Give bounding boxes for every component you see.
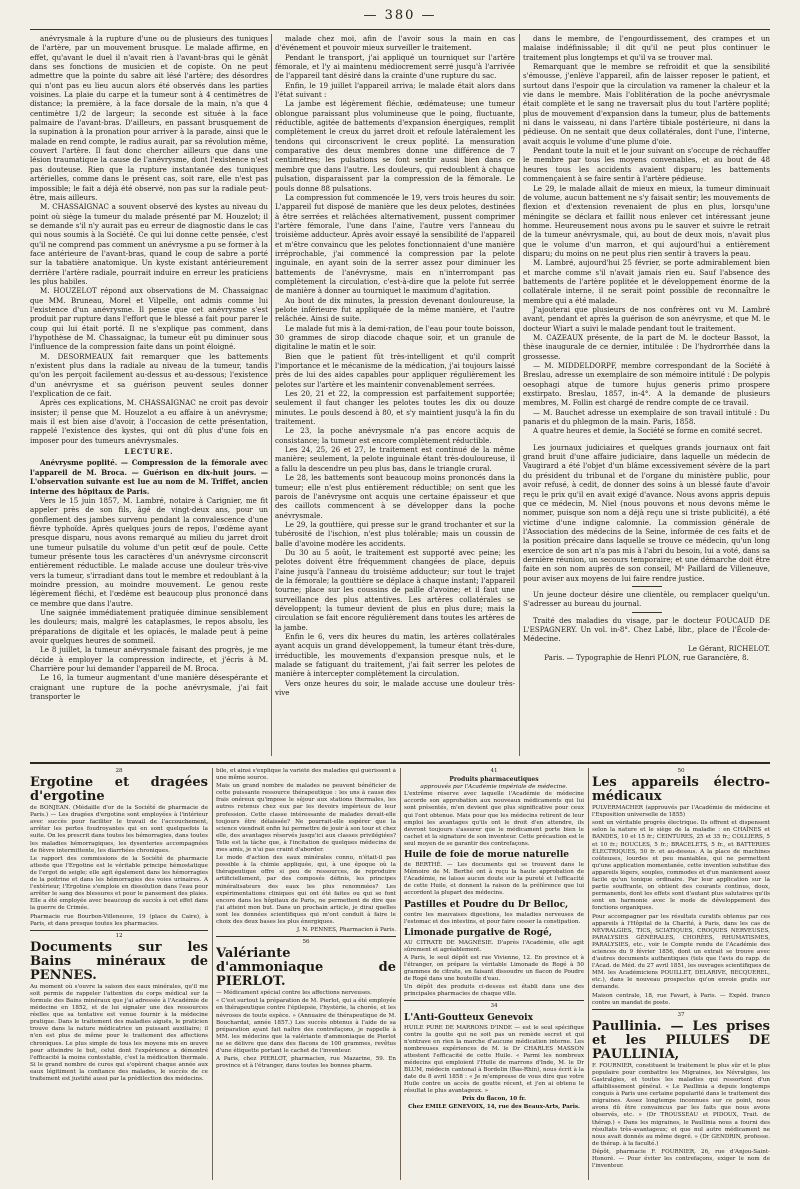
advert-heading: Huile de foie de morue naturelle — [404, 850, 569, 861]
paragraph: Bien que le patient fût très-intelligent et qu'il comprît l'importance et le mécanisme de la médication, j'ai toujours laissé près de lui des aides capables pour appliquer régulièrement les pelotes sur l'artère et les maintenir convenablement serrées. — [275, 351, 515, 389]
advert-heading: L'Anti-Goutteux Genevoix — [404, 1012, 533, 1023]
column-divider — [212, 768, 213, 1180]
section-heading: LECTURE. — [124, 447, 174, 457]
advert-subtitle: approuvés par l'Académie impériale de médecine. — [420, 784, 568, 791]
paragraph: La jambe est légèrement fléchie, œdémateuse; une tumeur oblongue paraissant plus volumineuse que le poing, fluctuante, réductible, agitée de battements d'expansion énergiques, remplit complètement le creux du jarret droit et refoule latéralement les tendons qui circonscrivent le creux poplité. La mensuration comparative des deux membres donne une différence de 7 centimètres; les pulsations se font sentir aussi bien dans ce membre que dans l'autre. Les douleurs, qui redoublent à chaque pulsation, disparaissent par la compression de la fémorale. Le pouls donne 88 pulsations. — [275, 99, 515, 193]
advert-heading: Ergotine et dragées d'ergotine — [30, 775, 208, 805]
paragraph: Enfin le 6, vers dix heures du matin, les artères collatérales ayant acquis un grand développement, la tumeur étant très-dure, irréductible, les mouvements d'expansion presque nuls, et le malade se fatiguant du traitement, j'ai fait serrer les pelotes de manière à intercepter complètement la circulation. — [275, 632, 515, 679]
paragraph: Au bout de dix minutes, la pression devenant douloureuse, la pelote inférieure fut appliquée de la même manière, et l'autre relâchée. Ainsi de suite. — [275, 295, 515, 324]
advert-text: contre les mauvaises digestions, les maladies nerveuses de l'estomac et des intestins, et pour faire cesser la constipation. — [404, 911, 584, 925]
advert-text: Au moment où s'ouvre la saison des eaux minérales, qu'il me soit permis de rappeler l'attention du corps médical sur la formule des Bains minéraux que j'ai adressée à l'Académie de médecine en 1852, et de lui signaler une des ressources réelles que sa tentative est venue fournir à la médecine pratique. Dans le traitement des maladies aiguës, le praticien trouve dans la nature médicatrice un puissant auxiliaire; il n'en est plus de même pour le traitement des affections chroniques. Le plus simple de tous les moyens mis en œuvre pour atteindre le but, celui dont l'expérience a démontré l'efficacité la moins contestable, c'est la médication thermale. Si le grand nombre de cures qui s'opèrent chaque année aux eaux légitiment la confiance des malades, le succès de ce traitement est justifié aussi par la prédilection des médecins. — [30, 983, 208, 1082]
advert-price: Prix du flacon, 10 fr. — [462, 1096, 526, 1103]
advert-divider — [404, 1000, 584, 1001]
paragraph: Pendant le transport, j'ai appliqué un tourniquet sur l'artère fémorale, et l'y ai maintenu médiocrement serré jusqu'à l'arrivée de l'appareil tant désiré dans la crainte d'une rupture du sac. — [275, 52, 515, 81]
paragraph: Le 29, la gouttière, qui presse sur le grand trochanter et sur la tubérosité de l'ischion, n'est plus tolérable; mais un coussin de balle d'avoine modère les accidents. — [275, 519, 515, 548]
article-column-1 — [30, 34, 268, 756]
article-column-3 — [523, 34, 770, 756]
advert-number: 28 — [115, 768, 123, 774]
book-notice: Traité des maladies du visage, par le docteur FOUCAUD DE L'ESPAGNERY. Un vol. in-8°. Chez Labé, libr., place de l'École-de-Médecine. — [523, 615, 770, 644]
advert-text: Le rapport des commissions de la Société de pharmacie atteste que l'Ergotine est le véritable principe hémostatique de l'ergot de seigle; elle agit également dans les hémorragies de la poitrine et dans les hémorragies des voies urinaires. A l'extérieur, l'Ergotine s'emploie en dissolution dans l'eau pour arrêter le sang des blessures et pour le pansement des plaies. Elle a été employée avec beaucoup de succès à cet effet dans la guerre de Crimée. — [30, 855, 208, 912]
separator — [632, 612, 662, 613]
advert-column-3 — [404, 768, 584, 1180]
advert-address: A Paris, chez PIERLOT, pharmacien, rue Mazarine, 59. En province et à l'étranger, dans toutes les bonnes pharm. — [216, 1056, 396, 1070]
paragraph: Le 8 juillet, la tumeur anévrysmale faisant des progrès, je me décide à employer la compression indirecte, et j'écris à M. Charrière pour lui demander l'appareil de M. Broca. — [30, 645, 268, 674]
paragraph: — M. MIDDELDORPF, membre correspondant de la Société à Breslau, adresse un exemplaire de son mémoire intitulé : De polypis oesophagi atque de tumore hujus generis primo prospere exstirpato. Breslau, 1857, in-4°. A la demande de plusieurs membres, M. Follin est chargé de rendre compte de ce travail. — [523, 361, 770, 408]
advert-heading: Documents sur les Bains minéraux de PENNES. — [30, 939, 208, 983]
advert-text: de BERTHÉ. — Les documents qui se trouvent dans le Mémoire de M. Berthé ont à reçu la haute approbation de l'Académie, ne laisse aucun doute sur la pureté et l'efficacité de cette Huile, et donnent la raison de la préférence que lui accordent la plupart des médecins. — [404, 862, 584, 897]
paragraph: M. Lambré, aujourd'hui 25 février, se porte admirablement bien et marche comme s'il n'avait jamais rien eu. Sauf l'absence des battements de l'artère poplitée et le développement énorme de la collatérale interne, il ne serait point possible de reconnaître le membre qui a été malade. — [523, 258, 770, 305]
paragraph: Le 23, la poche anévrysmale n'a pas encore acquis de consistance; la tumeur est encore complètement réductible. — [275, 426, 515, 445]
separator — [632, 439, 662, 440]
advert-rule — [30, 762, 770, 764]
paragraph: Une saignée immédiatement pratiquée diminue sensiblement les douleurs; mais, malgré les cataplasmes, le repos absolu, les préparations de digitale et les opiacés, le malade peut à peine avoir quelques heures de sommeil. — [30, 607, 268, 645]
advert-address: Pharmacie rue Bourbon-Villeneuve, 19 (place du Caire), à Paris, et dans presque toutes les pharmacies. — [30, 913, 208, 927]
paragraph: malade chez moi, afin de l'avoir sous la main en cas d'événement et pouvoir mieux surveiller le traitement. — [275, 34, 515, 53]
paragraph: Après ces explications, M. CHASSAIGNAC ne croit pas devoir insister; il pense que M. Houzelot a eu affaire à un anévrysme; mais il est bien aise d'avoir, à l'occasion de cette présentation, rappelé l'existence des kystes, qui ont dû plus d'une fois en imposer pour des tumeurs anévrysmales. — [30, 398, 268, 445]
paragraph: La compression fut commencée le 19, vers trois heures du soir. L'appareil fut disposé de manière que les deux pelotes, destinées à être serrées et relâchées alternativement, pussent comprimer l'artère fémorale, l'une dans l'aine, l'autre vers l'anneau du troisième adducteur. Après avoir essayé la sensibilité de l'appareil et m'être convaincu que les pelotes fonctionnaient d'une manière irréprochable, j'ai commencé la compression par la pelote inguinale, en ayant soin de la serrer assez pour diminuer les battements de l'anévrysme, mais en n'interrompant pas complètement la circulation, c'est-à-dire que la pelote fut serrée de manière à donner au tourniquet le maximum d'agitation. — [275, 192, 515, 296]
paragraph: — M. Bauchet adresse un exemplaire de son travail intitulé : Du panaris et du phlegmon de la main. Paris, 1858. — [523, 407, 770, 427]
advert-column-2 — [216, 768, 396, 1180]
article-column-2 — [275, 34, 515, 756]
column-divider — [400, 768, 401, 1180]
paragraph: Vers le 15 juin 1857, M. Lambré, notaire à Carignier, me fit appeler près de son fils, âgé de vingt-deux ans, pour un gonflement des jambes survenu pendant la convalescence d'une fièvre typhoïde. Après quelques jours de repos, l'œdème ayant presque disparu, nous avons remarqué au milieu du jarret droit une tumeur pulsatile du volume d'un petit œuf de poule. Cette tumeur présente tous les caractères d'un anévrysme circonscrit entièrement réductible. Le malade accuse une douleur très-vive vers la tumeur, s'irradiant dans tout le membre et redoublant à la moindre pression, au moindre mouvement. Le genou reste légèrement fléchi, et l'œdème est beaucoup plus prononcé dans ce membre que dans l'autre. — [30, 495, 268, 608]
paragraph: Enfin, le 19 juillet l'appareil arriva; le malade était alors dans l'état suivant : — [275, 80, 515, 100]
paragraph: Les 20, 21 et 22, la compression est parfaitement supportée; seulement il faut changer les pelotes toutes les dix ou douze minutes. Le pouls descend à 80, et s'y maintient jusqu'à la fin du traitement. — [275, 389, 515, 427]
advert-number: 12 — [115, 932, 123, 939]
paragraph: M. CHASSAIGNAC a souvent observé des kystes au niveau du point où siège la tumeur du malade présenté par M. Houzelot; il se demande s'il n'y aurait pas eu erreur de diagnostic dans le cas qui nous soumis à la Société. Ce qui lui donne cette pensée, c'est qu'il ne comprend pas comment un anévrysme a pu se former à la face antérieure de l'avant-bras, quand le coup de sabre a porté sur la tabatière anatomique. Un kyste existant antérieurement derrière l'artère radiale, pourrait induire en erreur les praticiens les plus habiles. — [30, 202, 268, 286]
paragraph: Les journaux judiciaires et quelques grands journaux ont fait grand bruit d'une affaire judiciaire, dans laquelle un médecin de Vaugirard a été l'objet d'un blâme excessivement sévère de la part du président du tribunal et de l'organe du ministère public, pour avoir refusé, à cedit, de donner des soins à un blessé faute d'avoir reçu le prix qu'il en avait exigé d'avance. Nous avons appris depuis que ce médecin, M. Niel (nous pouvons et nous devons même le nommer, puisque son nom a déjà reçu une si triste publicité), a été victime d'une indigne calomnie. La commission générale de l'Association des médecins de la Seine, informée de ces faits et de la position précaire dans laquelle se trouve ce médecin, qu'un long exercice de son art n'a pas mis à l'abri du besoin, lui a voté, dans sa dernière réunion, un secours temporaire; et une démarche doit être faite en son nom auprès de son conseil, Mᵉ Paillard de Villeneuve, pour aviser aux moyens de lui faire rendre justice. — [523, 442, 770, 583]
advert-subtitle: PULVERMACHER (approuvés par l'Académie de médecine et l'Exposition universelle de 1855) — [592, 805, 770, 819]
paragraph: Les 24, 25, 26 et 27, le traitement est continué de la même manière; seulement, la pelote inguinale étant très-douloureuse, il a fallu la descendre un peu plus bas, dans le triangle crural. — [275, 445, 515, 473]
paragraph: M. HOUZELOT répond aux observations de M. Chassaignac que MM. Bruneau, Morel et Vilpelle, ont admis comme lui l'existence d'un anévrysme. Il pense que cet anévrysme s'est produit par rupture dans l'effort que le blessé a fait pour parer le coup qui lui était porté. Il ne s'explique pas comment, dans l'hypothèse de M. Chassaignac, la tumeur eût pu diminuer sous l'influence de la compression faite dans un point éloigné. — [30, 286, 268, 352]
notice: Un jeune docteur désire une clientèle, ou remplacer quelqu'un. S'adresser au bureau du journal. — [523, 589, 770, 609]
advert-signature: J. N. PENNES, Pharmacien à Paris. — [296, 927, 396, 934]
advert-number: 56 — [302, 939, 310, 946]
paragraph: A quatre heures et demie, la Société se forme en comité secret. — [533, 426, 763, 436]
column-divider — [588, 768, 589, 1180]
advert-address: Maison centrale, 18, rue Favart, à Paris. — Expéd. franco contre un mandat de poste. — [592, 992, 770, 1006]
advert-text: F. FOURNIER, constituent le traitement le plus sûr et le plus populaire pour combattre les Migraines, les Névralgies, les Gastralgies, et toutes les maladies qui ressortent d'un affaiblissement général. « Le Paullinia a depuis longtemps conquis à Paris une certaine popularité dans le traitement des migraines. Assez longtemps inconnues sur ce point, nous avons dû être convaincus par les faits que nous avons observés, etc. » (Dr TROUSSEAU et PIDOUX, Trait. de thérap.) « Dans les migraines, le Paullinia nous a fourni des résultats très-avantageux; et que nul autre médicament ne nous avait donnés au même degré. » (Dr GENDRIN, professe. de thérap. à la faculté.) — [592, 1062, 770, 1147]
advert-divider — [216, 936, 396, 937]
advert-divider — [30, 930, 208, 931]
advert-number: 37 — [677, 1011, 685, 1018]
advert-heading: Valériante d'ammoniaque de PIERLOT. — [216, 946, 396, 990]
advert-address: Dépôt, pharmacie F. FOURNIER, 26, rue d'Anjou-Saint-Honoré. — Pour éviter les contrefaçons, exiger le nom de l'inventeur. — [592, 1148, 770, 1170]
lecture-title: Anévrysme poplité. — Compression de la fémorale avec l'appareil de M. Broca. — Guérison en dix-huit jours. — L'observation suivante est lue au nom de M. Triffet, ancien interne des hôpitaux de Paris. — [30, 458, 268, 496]
paragraph: Le malade fut mis à la demi-ration, de l'eau pour toute boisson, 30 grammes de sirop diacode chaque soir, et un granule de digitaline le matin et le soir. — [275, 323, 515, 352]
page-number: — 380 — — [363, 8, 437, 23]
paragraph: M. CAZEAUX présente, de la part de M. le docteur Bassot, la thèse inaugurale de ce dernier, intitulée : De l'hydrorrhée dans la grossesse. — [523, 333, 770, 361]
advert-heading: Les appareils électro-médicaux — [592, 775, 770, 805]
advert-address: Chez EMILE GENEVOIX, 14, rue des Beaux-Arts, Paris. — [408, 1103, 580, 1110]
advertisements — [30, 768, 770, 1180]
advert-heading: Limonade purgative de Rogé, — [404, 927, 552, 938]
advert-number: 34 — [490, 1003, 498, 1010]
advert-text: de BONJEAN. (Médaille d'or de la Société de pharmacie de Paris.) — Les dragées d'ergotine sont employées à l'intérieur avec succès pour faciliter le travail de l'accouchement, arrêter les pertes foudroyantes qui en sont quelquefois la suite. On les prescrit dans toutes les hémorragies, dans toutes les maladies hémorragiques, les dysenteries accompagnées de fièvre intermittente, les diarrhées chroniques. — [30, 805, 208, 854]
paragraph: J'ajouterai que plusieurs de nos confrères ont vu M. Lambré avant, pendant et après la guérison de son anévrysme, et que M. le docteur Wiart a suivi le malade pendant tout le traitement. — [523, 304, 770, 333]
column-divider — [519, 34, 520, 756]
paragraph: Le 29, le malade allait de mieux en mieux, la tumeur diminuait de volume, aucun battement ne s'y faisait sentir; les mouvements de flexion et d'extension revenaient de plus en plus, lorsqu'une méningite se déclara et faillit nous enlever cet intéressant jeune homme. Heureusement nous avons pu le sauver et suivre le retrait de la tumeur anévrysmale, qui, au bout de deux mois, n'avait plus que le volume d'un marron, et qui aujourd'hui a entièrement disparu; du moins on ne peut plus rien sentir à travers la peau. — [523, 183, 770, 258]
paragraph: Vers onze heures du soir, le malade accuse une douleur très-vive — [275, 678, 515, 698]
advert-column-4 — [592, 768, 770, 1180]
advert-text: A Paris, le seul dépôt est rue Vivienne, 12. En province et à l'étranger, on prépare la véritable Limonade de Rogé à 50 grammes de citrate, en faisant dissoudre un flacon de Poudre de Rogé dans une bouteille d'eau. — [404, 954, 584, 983]
printer-line: Paris. — Typographie de Henri PLON, rue Garancière, 8. — [544, 653, 749, 662]
advert-text: « C'est surtout la préparation de M. Pierlot, qui a été employée en thérapeutique contre l'épilepsie, l'hystérie, la chorée, et les névroses de toute espèce. » (Annuaire de thérapeutique de M. Bouchardat, année 1857.) Les succès obtenus à l'aide de sa préparation ayant fait naître des contrefaçons, je rappelle à MM. les médecins que la valériante d'ammoniaque de Pierlot ne se délivre que dans des flacons de 100 grammes, revêtus d'une étiquette portant le cachet de l'inventeur. — [216, 998, 396, 1054]
advert-text: HUILE PURE DE MARRONS D'INDE — est le seul spécifique contre la goutte qui ne soit pas un remède secret et qui n'entrave en rien la marche d'aucune médication interne. Les nombreuses expériences de M. le Dr CHARLES MASSON attestent l'efficacité de cette Huile. « Parmi les nombreux médecins qui emploient l'Huile de marrons d'Inde, M. le Dr BLUM, médecin cantonal à Bordelin (Bas-Rhin), nous écrit à la date du 8 avril 1858 : « Je m'empresse de vous dire que votre Huile contre un accès de goutte récent, et j'en ai obtenu le résultat le plus avantageux. » — [404, 1024, 584, 1095]
paragraph: Le 16, la tumeur augmentant d'une manière désespérante et craignant une rupture de la poche anévrysmale, j'ai fait transporter le — [30, 673, 268, 702]
paragraph: Remarquant que le membre se refroidit et que la sensibilité s'émousse, j'enlève l'appareil, afin de laisser reposer le patient, et surtout dans l'espoir que la circulation va ramener la chaleur et la vie dans le membre. Mais l'oblitération de la poche anévrysmale était complète et le sang ne traversait plus du tout l'artère poplité; plus de mouvement d'expansion dans la tumeur, plus de battements ni dans le vaisseau, ni dans l'artère tibiale postérieure, ni dans la pédieuse. On ne sentait que deux collatérales, dont l'une, l'interne, avait acquis le volume d'une plume d'oie. — [523, 62, 770, 146]
column-divider — [271, 34, 272, 756]
advert-text: Le mode d'action des eaux minérales connu, n'était-il pas possible à la chimie appliquée, qui, à une époque où la thérapeutique offre si peu de ressources, de reproduire artificiellement, par des composés définis, les principes minéralisateurs des eaux les plus renommées? Les expérimentations cliniques qui ont été faites ou qui se font encore dans les hôpitaux de Paris, ne permettent de dire que j'ai atteint mon but. Dans un prochain article, je dirai quelles sont les données scientifiques qui m'ont conduit à faire le choix des deux bases les plus énergiques. — [216, 855, 396, 925]
paragraph: Pendant toute la nuit et le jour suivant on s'occupe de réchauffer le membre par tous les moyens convenables, et au bout de 48 heures tous les accidents avaient disparu; les battements commençaient à se faire sentir à l'artère pédieuse. — [523, 146, 770, 184]
advert-text: sont un véritable progrès électrique. Ils offrent et dispensent selon la nature et le siège de la maladie : en CHAÎNES et BANDES, 10 et 15 fr.; CEINTURES, 25 et 35 fr.; COLLIERS, 5 et 10 fr.; BOUCLES, 5 fr.; BRACELETS, 5 fr., et BATTERIES ÉLECTRIQUES, 50 fr. et au-dessus. A la place de machines coûteuses, lourdes et peu maniables, qui ne permettent qu'une application momentanée, cette invention substitue des appareils légers, souples, commodes et d'un maniement assez facile qu'un tonique ordinaire. Par leur application sur la partie souffrante, on obtient des courants continus, doux, permanents, dont les effets sont d'autant plus salutaires qu'ils sont en harmonie avec le mode de développement des fonctions organiques. — [592, 820, 770, 912]
separator — [632, 586, 662, 587]
advert-heading: Pastilles et Poudre du Dr Belloc, — [404, 899, 569, 910]
paragraph: dans le membre, de l'engourdissement, des crampes et un malaise indéfinissable; il dit qu'il ne peut plus continuer le traitement plus longtemps et qu'il va se trouver mal. — [523, 34, 770, 62]
gerant-signature: Le Gérant, RICHELOT. — [688, 643, 770, 653]
advert-number: 50 — [677, 768, 685, 774]
paragraph: M. DESORMEAUX fait remarquer que les battements n'existent plus dans la radiale au niveau de la tumeur, tandis qu'on les perçoit facilement au-dessus et au-dessous; l'existence d'un anévrysme et sa guérison peuvent seules donner l'explication de ce fait. — [30, 351, 268, 399]
advert-heading: Paullinia. — Les prises et les PILULES DE PAULLINIA, — [592, 1018, 770, 1062]
top-rule — [30, 29, 770, 30]
advert-column-1 — [30, 768, 208, 1180]
advert-text: bile, et ainsi s'explique la variété des maladies qui guérissent à une même source. — [216, 768, 396, 782]
advert-text: Mais un grand nombre de malades ne peuvent bénéficier de cette puissante ressource thérapeutique : les uns à cause des frais onéreux qu'impose le séjour aux stations thermales, les autres retenus chez eux par les devoirs impérieux de leur profession. Cette classe intéressante de malades devait-elle toujours être délaissée? Ne pourrait-elle espérer que la science viendrait enfin lui permettre de jouir à son tour et chez elle, des avantages réservés jusqu'ici aux classes privilégiées? Telle est la tâche que, à l'incitation de quelques médecins de mes amis, je n'ai pas craint d'aborder. — [216, 783, 396, 854]
advert-text: Un dépôt des produits ci-dessus est établi dans une des principales pharmacies de chaque ville. — [404, 984, 584, 998]
paragraph: Du 30 au 5 août, le traitement est supporté avec peine; les pelotes doivent être fréquemment changées de place, depuis l'aine jusqu'à l'anneau du troisième adducteur; sur tout le trajet de la fémorale; la gouttière se déplace à chaque instant; l'appareil tourne; place sur les coussins de paille d'avoine; et il faut une surveillance des plus attentives. Les artères collatérales se développent; la tumeur devient de plus en plus dure; mais la circulation se fait encore régulièrement dans toutes les artères de la jambe. — [275, 547, 515, 632]
advert-section: Produits pharmaceutiques — [449, 776, 539, 784]
advert-divider — [592, 1009, 770, 1010]
advert-text: L'extrême réserve avec laquelle l'Académie de médecine accorde son approbation aux nouveaux médicaments qui lui sont présentés, m'en devient que plus significative pour ceux qui l'ont obtenue. Mais pour que les médecins retirent de leur emploi les avantages qu'ils ont le droit d'en attendre, ils devront toujours s'assurer que le médicament porte bien le cachet et la signature de son inventeur. Cette précaution est le seul moyen de se garantir des contrefaçons. — [404, 791, 584, 847]
paragraph: Le 28, les battements sont beaucoup moins prononcés dans la tumeur; elle n'est plus entièrement réductible; on sent que les parois de l'anévrysme ont acquis une certaine épaisseur et que des caillots commencent à se développer dans la poche anévrysmale. — [275, 473, 515, 520]
advert-text: AU CITRATE DE MAGNÉSIE. D'après l'Académie, elle agit sûrement et agréablement. — [404, 939, 584, 953]
advert-subtitle: — Médicament spécial contre les affections nerveuses. — [216, 990, 372, 997]
advert-number: 41 — [490, 768, 498, 774]
advert-text: Pour accompagner par les résultats curatifs obtenus par ces appareils à l'Hôpital de la Charité, à Paris, dans les cas de NÉVRALGIES, TICS, SCIATIQUES, CROQUES NERVEUSES, PARALYSIES GÉNÉRALES, CHORÉES, RHUMATISMES, PARALYSIES, etc., voir le Compte rendu de l'Académie des sciences du 9 février 1856, dont un extrait se trouve avec d'autres documents authentiques (tels que l'avis du rapp. de l'Acad. de Méd. du 27 avril 1851, les ouvrages scientifiques de MM. les Académiciens POUILLET, DELARIVE, BECQUEREL, etc.), dans le nouveau prospectus qu'on envoie gratis sur demande. — [592, 913, 770, 991]
paragraph: anévrysmale à la rupture d'une ou de plusieurs des tuniques de l'artère, par un mouvement brusque. Le malade affirme, en effet, qu'avant le duel il n'avait rien à l'avant-bras qui le gênât dans ses fonctions de musicien et de copiste. On ne peut admettre que la pointe du sabre ait lésé l'artère; des désordres qui n'ont pas eu lieu aucun alors été observés dans les parties voisines. La plaie du carpe et la tumeur sont à 4 centimètres de distance; la première, à la face dorsale de la main, n'a que 4 centimètre 1/2 de largeur; la seconde est située à la face palmaire de l'avant-bras. D'ailleurs, en passant brusquement de la supination à la pronation pour arriver à la parade, ainsi que le malade en rend compte, le radius aurait, par sa révolution même, couvert l'artère. Il faut donc chercher ailleurs que dans une lésion traumatique la cause de l'anévrysme, dont l'existence n'est pas douteuse. Rien que la rupture instantanée des tuniques artérielles, comme dans le présent cas, soit rare, elle n'est pas impossible; le fait a déjà été observé, non pas sur la radiale peut-être, mais ailleurs. — [30, 34, 268, 202]
